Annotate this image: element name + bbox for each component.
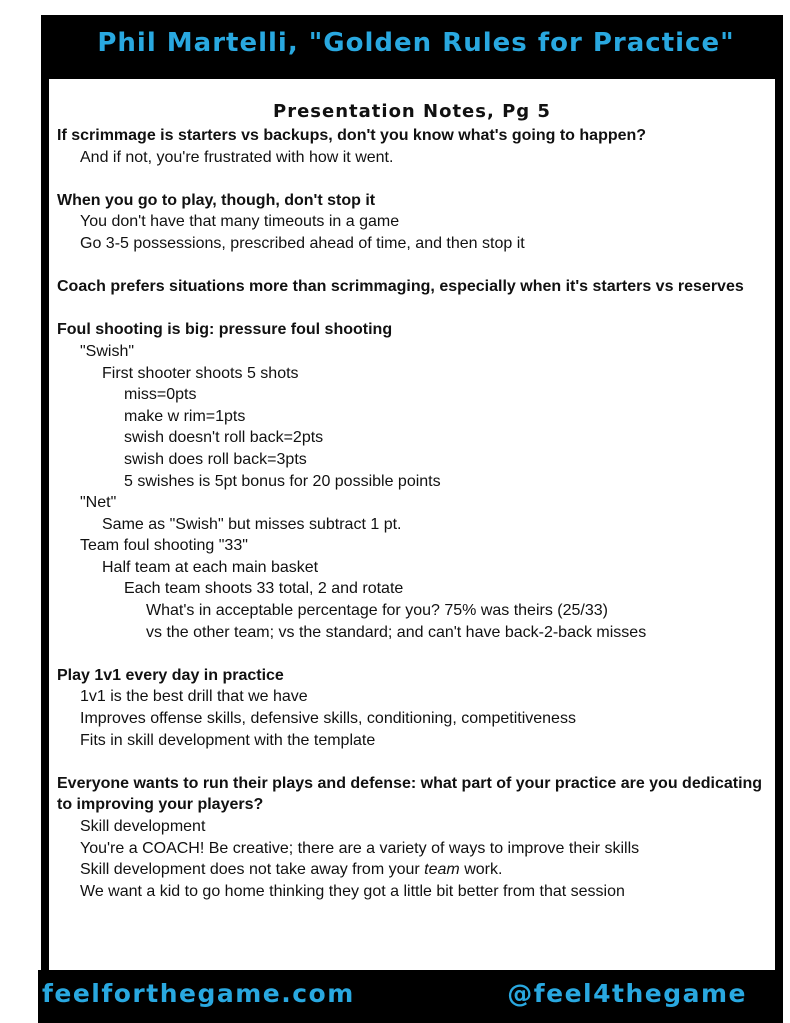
- note-section: [57, 276, 769, 298]
- section-heading: Play 1v1 every day in practice: [57, 666, 284, 684]
- note-item: Improves offense skills, defensive skills, conditioning, competitiveness: [80, 710, 576, 728]
- note-item: You don't have that many timeouts in a game: [80, 213, 400, 231]
- note-text: Skill development does not take away from your: [80, 861, 425, 879]
- section-spacer: [57, 643, 769, 665]
- note-item: swish doesn't roll back=2pts: [124, 429, 324, 447]
- note-item: 1v1 is the best drill that we have: [80, 688, 308, 706]
- header-band: [49, 15, 783, 79]
- note-item: Fits in skill development with the template: [80, 731, 376, 749]
- note-item: "Net": [80, 494, 117, 512]
- note-item: Team foul shooting "33": [80, 537, 248, 555]
- note-item: Skill development: [80, 818, 206, 835]
- note-section: [57, 190, 769, 255]
- note-item: miss=0pts: [124, 386, 197, 404]
- note-item: Go 3-5 possessions, prescribed ahead of time, and then stop it: [80, 234, 525, 252]
- website-link[interactable]: feelforthegame.com: [42, 979, 355, 1008]
- note-item: "Swish": [80, 342, 135, 360]
- note-item: swish does roll back=3pts: [124, 450, 307, 468]
- note-item: 5 swishes is 5pt bonus for 20 possible points: [124, 472, 441, 490]
- page-title: Phil Martelli, "Golden Rules for Practice": [97, 28, 735, 58]
- section-heading: Everyone wants to run their plays and defense: what part of your practice are you dedicating to improving your players?: [57, 774, 763, 814]
- note-item: Same as "Swish" but misses subtract 1 pt.: [102, 515, 402, 533]
- section-spacer: [57, 298, 769, 320]
- social-handle[interactable]: @feel4thegame: [507, 979, 747, 1008]
- note-section: [57, 773, 769, 903]
- note-item: vs the other team; vs the standard; and can't have back-2-back misses: [146, 623, 647, 641]
- note-item: And if not, you're frustrated with how it went.: [80, 148, 394, 166]
- section-spacer: [57, 255, 769, 277]
- section-spacer: [57, 168, 769, 190]
- section-heading: Foul shooting is big: pressure foul shooting: [57, 321, 393, 339]
- page-subtitle: Presentation Notes, Pg 5: [273, 101, 551, 122]
- note-section: [57, 125, 769, 168]
- note-item: make w rim=1pts: [124, 407, 246, 425]
- notes-sheet: [49, 79, 775, 970]
- note-item: You're a COACH! Be creative; there are a variety of ways to improve their skills: [80, 839, 640, 857]
- section-heading: When you go to play, though, don't stop it: [57, 191, 376, 209]
- note-item: We want a kid to go home thinking they got a little bit better from that session: [80, 882, 625, 900]
- section-heading: If scrimmage is starters vs backups, don't you know what's going to happen?: [57, 127, 647, 144]
- note-text: work.: [459, 861, 503, 879]
- section-spacer: [57, 751, 769, 773]
- section-heading: Coach prefers situations more than scrimmaging, especially when it's starters vs reserves: [57, 278, 744, 296]
- note-item: [57, 859, 769, 881]
- note-emphasis: team: [424, 861, 460, 879]
- note-item: What's in acceptable percentage for you? 75% was theirs (25/33): [146, 602, 608, 620]
- notes-content: [57, 125, 769, 902]
- note-item: Half team at each main basket: [102, 558, 319, 576]
- note-item: First shooter shoots 5 shots: [102, 364, 299, 382]
- footer-band: [38, 970, 783, 1023]
- note-item: Each team shoots 33 total, 2 and rotate: [124, 580, 404, 598]
- note-section: [57, 319, 769, 643]
- note-section: [57, 665, 769, 751]
